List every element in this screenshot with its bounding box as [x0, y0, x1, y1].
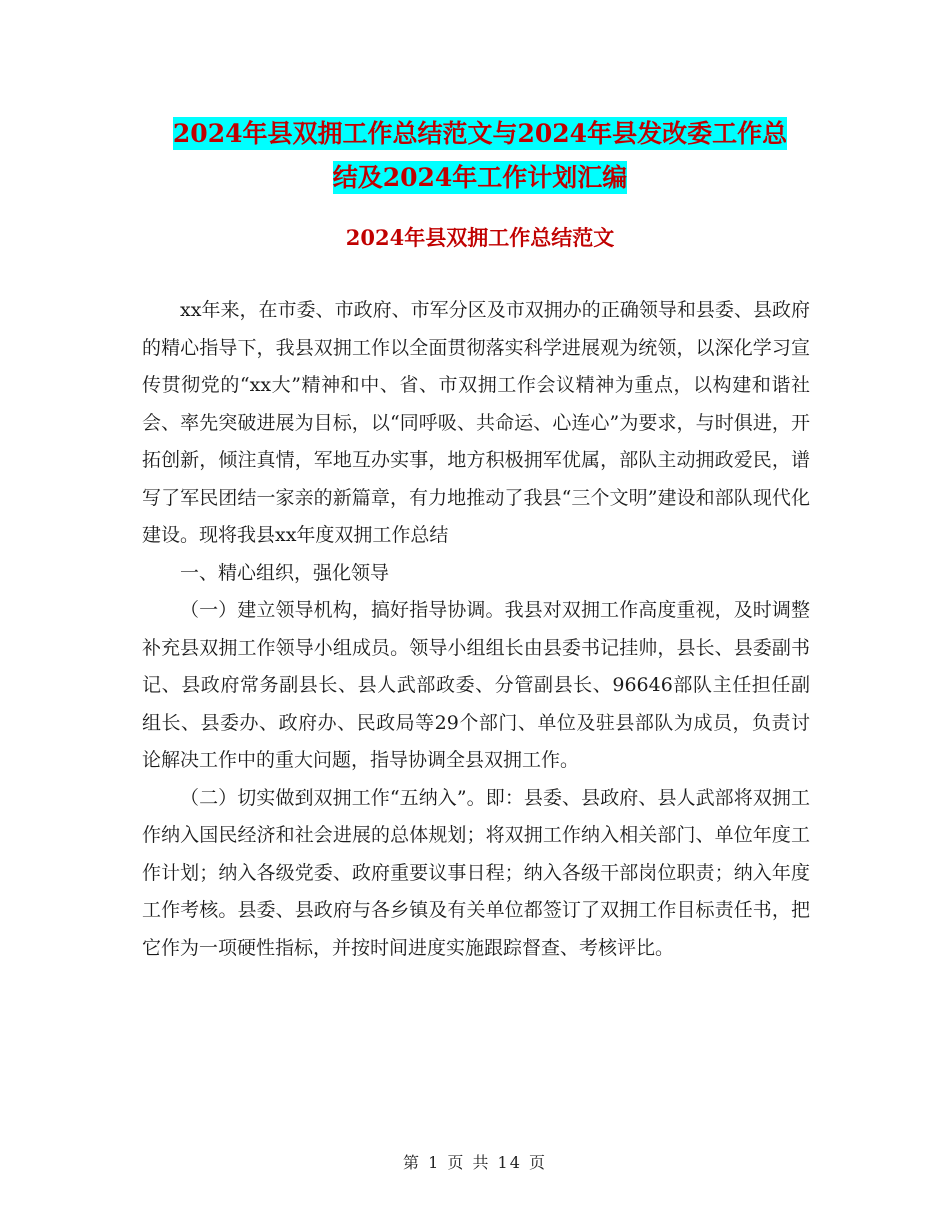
paragraph-heading-1: 一、精心组织，强化领导: [180, 561, 390, 584]
document-title: [140, 112, 820, 200]
document-title-line1: 2024年县双拥工作总结范文与2024年县发改委工作总: [172, 119, 788, 148]
paragraph-item-2: （二）切实做到双拥工作“五纳入”。即：县委、县政府、县人武部将双拥工作纳入国民经济和社会进展的总体规划；将双拥工作纳入相关部门、单位年度工作计划；纳入各级党委、政府重要议事日程；纳入各级干部岗位职责；纳入年度工作考核。县委、县政府与各乡镇及有关单位都签订了双拥工作目标责任书，把它作为一项硬性指标，并按时间进度实施跟踪督查、考核评比。: [142, 786, 810, 959]
document-body: [142, 292, 810, 967]
section-title: 2024年县双拥工作总结范文: [345, 225, 615, 250]
paragraph-intro: xx年来，在市委、市政府、市军分区及市双拥办的正确领导和县委、县政府的精心指导下，我县双拥工作以全面贯彻落实科学进展观为统领，以深化学习宣传贯彻党的“xx大”精神和中、省、市双拥工作会议精神为重点，以构建和谐社会、率先突破进展为目标，以“同呼吸、共命运、心连心”为要求，与时俱进，开拓创新，倾注真情，军地互办实事，地方积极拥军优属，部队主动拥政爱民，谱写了军民团结一家亲的新篇章，有力地推动了我县“三个文明”建设和部队现代化建设。现将我县xx年度双拥工作总结: [142, 299, 810, 546]
page-footer: 第 1 页 共 14 页: [403, 1153, 547, 1172]
paragraph-item-1: （一）建立领导机构，搞好指导协调。我县对双拥工作高度重视，及时调整补充县双拥工作领导小组成员。领导小组组长由县委书记挂帅，县长、县委副书记、县政府常务副县长、县人武部政委、分管副县长、96646部队主任担任副组长、县委办、政府办、民政局等29个部门、单位及驻县部队为成员，负责讨论解决工作中的重大问题，指导协调全县双拥工作。: [142, 599, 810, 771]
document-title-line2: 结及2024年工作计划汇编: [332, 163, 628, 192]
